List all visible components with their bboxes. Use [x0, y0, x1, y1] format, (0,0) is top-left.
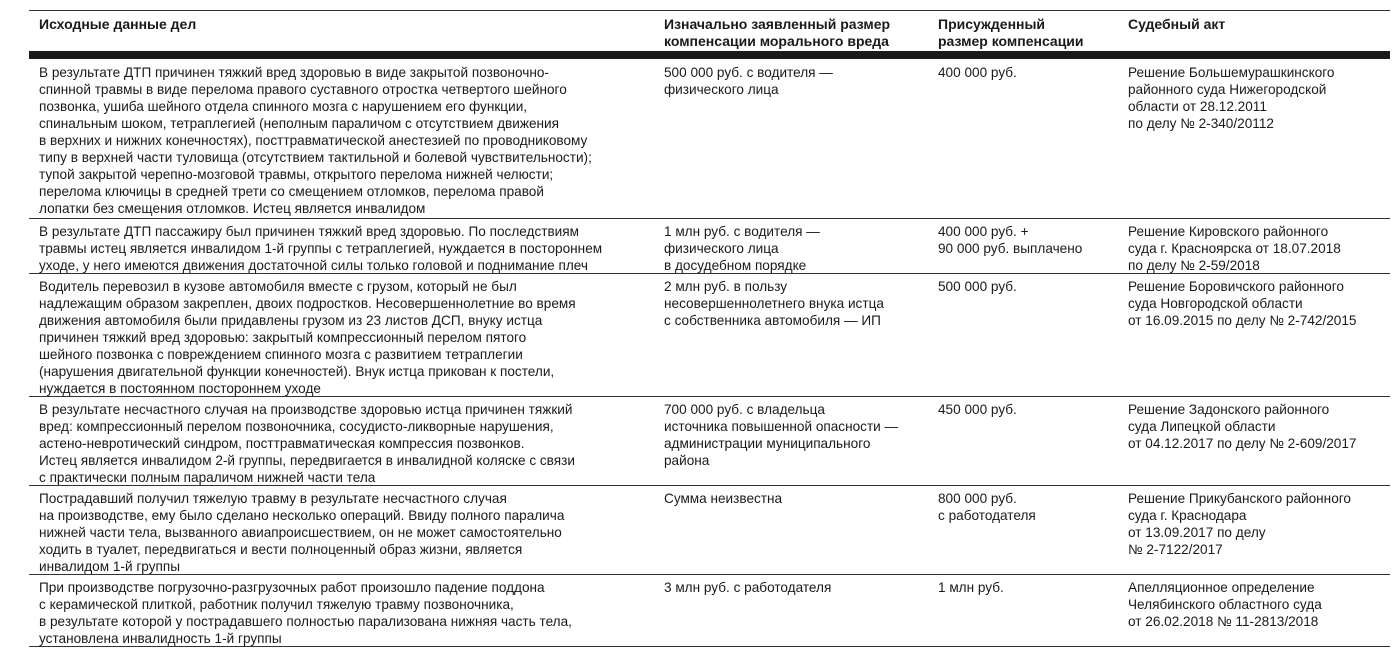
awarded-amount: 500 000 руб.: [938, 279, 1017, 294]
header-awarded-compensation: Присужденный размер компенсации: [938, 16, 1084, 49]
table-row: [29, 274, 1390, 397]
claimed-amount: Сумма неизвестна: [664, 491, 783, 506]
court-act: Решение Кировского районного суда г. Красноярска от 18.07.2018 по делу № 2-59/2018: [1128, 224, 1341, 273]
case-facts: Пострадавший получил тяжелую травму в результате несчастного случая на производстве, ему было сделано несколько операций. Ввиду полного паралича нижней части тела, вызванного авиапроисшествием, он не может самостоятельно ходить в туалет, передвигаться и вести полноценный образ жизни, является инвалидом 1-й группы: [39, 491, 565, 574]
claimed-amount: 3 млн руб. с работодателя: [664, 580, 832, 595]
awarded-amount: 450 000 руб.: [938, 402, 1017, 417]
awarded-amount: 400 000 руб. + 90 000 руб. выплачено: [938, 224, 1083, 256]
table-row: [29, 397, 1390, 486]
awarded-amount: 800 000 руб. с работодателя: [938, 491, 1036, 523]
table-header: [29, 11, 1390, 51]
table-row: [29, 575, 1390, 647]
awarded-amount: 1 млн руб.: [938, 580, 1004, 595]
court-cases-table: [29, 0, 1390, 660]
header-claimed-compensation: Изначально заявленный размер компенсации морального вреда: [664, 16, 891, 49]
court-act: Решение Задонского районного суда Липецкой области от 04.12.2017 по делу № 2-609/2017: [1128, 402, 1357, 451]
header-separator: [29, 51, 1390, 59]
table-row: [29, 60, 1390, 219]
court-act: Решение Боровичского районного суда Новгородской области от 16.09.2015 по делу № 2-742/2015: [1128, 279, 1357, 328]
case-facts: Водитель перевозил в кузове автомобиля вместе с грузом, который не был надлежащим образом закреплен, двоих подростков. Несовершеннолетние во время движения автомобиля были придавлены грузом из 23 листов ДСП, внуку истца причинен тяжкий вред здоровью: закрытый компрессионный перелом пятого шейного позвонка с повреждением спинного мозга с развитием тетраплегии (нарушения двигательной функции конечностей). Внук истца прикован к постели, нуждается в постоянном постороннем уходе: [39, 279, 576, 396]
court-act: Решение Большемурашкинского районного суда Нижегородской области от 28.12.2011 по делу № 2-340/20112: [1128, 65, 1335, 131]
header-court-act: Судебный акт: [1128, 16, 1226, 32]
claimed-amount: 1 млн руб. с водителя — физического лица в досудебном порядке: [664, 224, 820, 273]
case-facts: В результате ДТП пассажиру был причинен тяжкий вред здоровью. По последствиям травмы истец является инвалидом 1-й группы с тетраплегией, нуждается в постороннем уходе, у него имеются движения достаточной силы только головой и поднимание плеч: [39, 224, 603, 273]
case-facts: При производстве погрузочно-разгрузочных работ произошло падение поддона с керамической плиткой, работник получил тяжелую травму позвоночника, в результате которой у пострадавшего полностью парализована нижняя часть тела, установлена инвалидность 1-й группы: [39, 580, 572, 646]
claimed-amount: 700 000 руб. с владельца источника повышенной опасности — администрации муниципального района: [664, 402, 899, 468]
court-act: Апелляционное определение Челябинского областного суда от 26.02.2018 № 11-2813/2018: [1128, 580, 1322, 629]
header-source-data: Исходные данные дел: [39, 16, 197, 32]
table-row: [29, 486, 1390, 575]
case-facts: В результате несчастного случая на производстве здоровью истца причинен тяжкий вред: компрессионный перелом позвоночника, сосудисто-ликворные нарушения, астено-невротический синдром, посттравматическая компрессия позвонков. Истец является инвалидом 2-й группы, передвигается в инвалидной коляске с связи с практически полным параличом нижней части тела: [39, 402, 575, 485]
table-body: [29, 60, 1390, 647]
case-facts: В результате ДТП причинен тяжкий вред здоровью в виде закрытой позвоночно- спинной травмы в виде перелома правого суставного отростка четвертого шейного позвонка, ушиба шейного отдела спинного мозга с нарушением его функции, спинальным шоком, тетраплегией (неполным параличом с отсутствием движения в верхних и нижних конечностях), посттравматической анестезией по проводниковому типу в верхней части туловища (отсутствием тактильной и болевой чувствительности); тупой закрытой черепно-мозговой травмы, открытого перелома нижней челюсти; перелома ключицы в средней трети со смещением отломков, перелома правой лопатки без смещения отломков. Истец является инвалидом: [39, 65, 592, 216]
table-row: [29, 219, 1390, 274]
claimed-amount: 500 000 руб. с водителя — физического лица: [664, 65, 833, 97]
court-act: Решение Прикубанского районного суда г. Краснодара от 13.09.2017 по делу № 2-7122/2017: [1128, 491, 1351, 557]
claimed-amount: 2 млн руб. в пользу несовершеннолетнего внука истца с собственника автомобиля — ИП: [664, 279, 884, 328]
awarded-amount: 400 000 руб.: [938, 65, 1017, 80]
